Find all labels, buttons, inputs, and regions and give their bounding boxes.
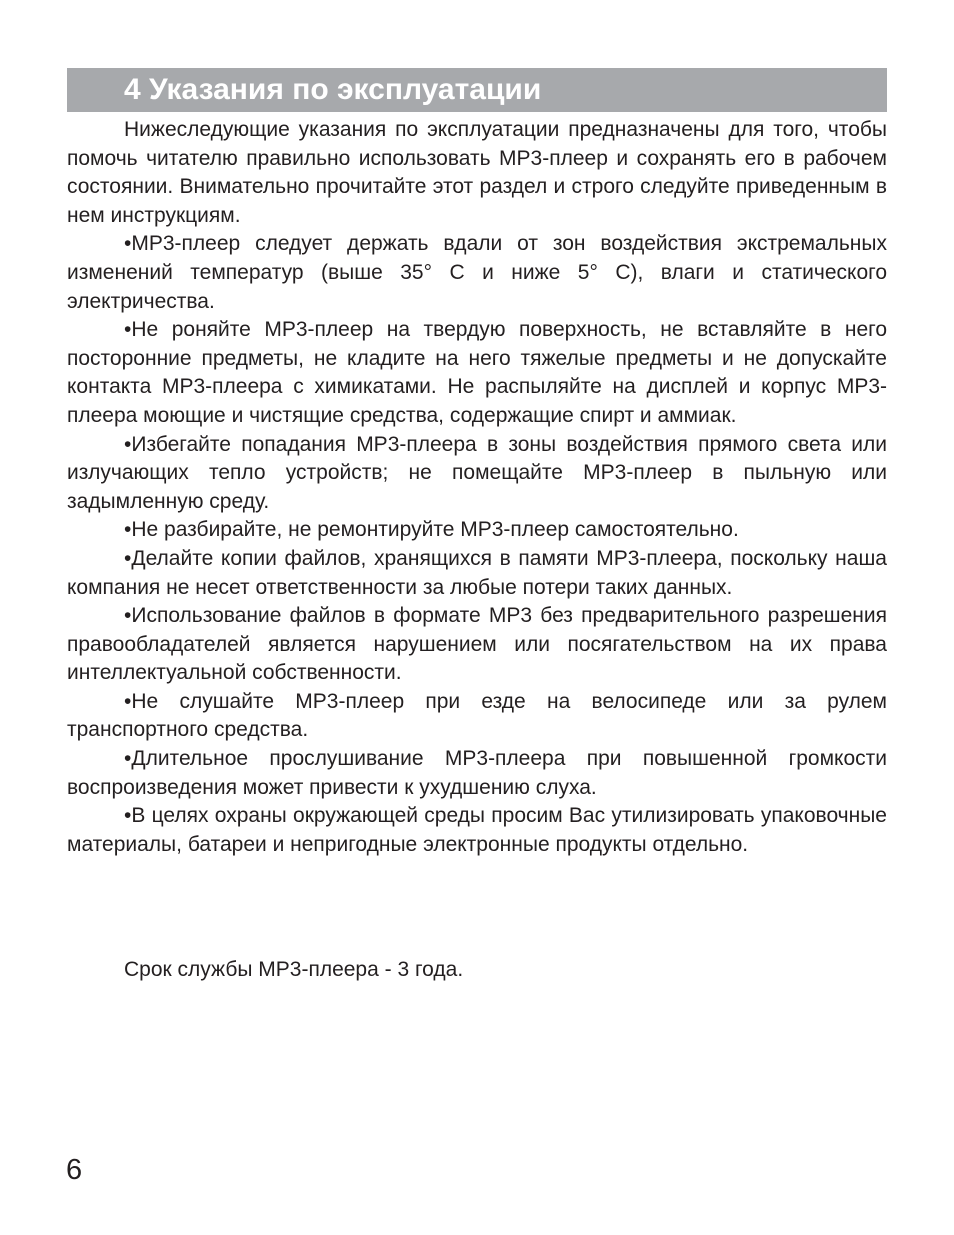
instruction-copyright: •Использование файлов в формате MP3 без предварительного разрешения правообладателей является нарушением или посягательством на их права интеллектуальной собственности. [67, 604, 887, 685]
page-number: 6 [66, 1154, 83, 1186]
intro-paragraph: Нижеследующие указания по эксплуатации предназначены для того, чтобы помочь читателю правильно использовать MP3-плеер и сохранять его в рабочем состоянии. Внимательно прочитайте этот раздел и строго следуйте приведенным в нем инструкциям. [67, 118, 887, 227]
instruction-handling: •Не роняйте MP3-плеер на твердую поверхность, не вставляйте в него посторонние предметы, не кладите на него тяжелые предметы и не допускайте контакта MP3-плеера с химикатами. Не распыляйте на дисплей и корпус MP3-плеера моющие и чистящие средства, содержащие спирт и аммиак. [67, 318, 887, 427]
section-title: 4 Указания по эксплуатации [124, 73, 542, 106]
section-header [67, 68, 887, 112]
service-life-note: Срок службы MP3-плеера - 3 года. [124, 958, 464, 981]
instruction-backup: •Делайте копии файлов, хранящихся в памяти MP3-плеера, поскольку наша компания не несет ответственности за любые потери таких данных. [67, 546, 887, 599]
instructions-body [67, 116, 887, 859]
instruction-temperature: •MP3-плеер следует держать вдали от зон воздействия экстремальных изменений температур (выше 35° C и ниже 5° C), влаги и статического электричества. [67, 232, 887, 313]
instruction-volume: •Длительное прослушивание MP3-плеера при повышенной громкости воспроизведения может привести к ухудшению слуха. [67, 747, 887, 799]
instruction-driving: •Не слушайте MP3-плеер при езде на велосипеде или за рулем транспортного средства. [67, 689, 887, 742]
instruction-light-heat: •Избегайте попадания MP3-плеера в зоны воздействия прямого света или излучающих тепло устройств; не помещайте MP3-плеер в пыльную или задымленную среду. [67, 432, 887, 513]
instruction-environment: •В целях охраны окружающей среды просим Вас утилизировать упаковочные материалы, батареи и непригодные электронные продукты отдельно. [67, 804, 887, 856]
instruction-disassembly: •Не разбирайте, не ремонтируйте MP3-плеер самостоятельно. [124, 518, 739, 542]
